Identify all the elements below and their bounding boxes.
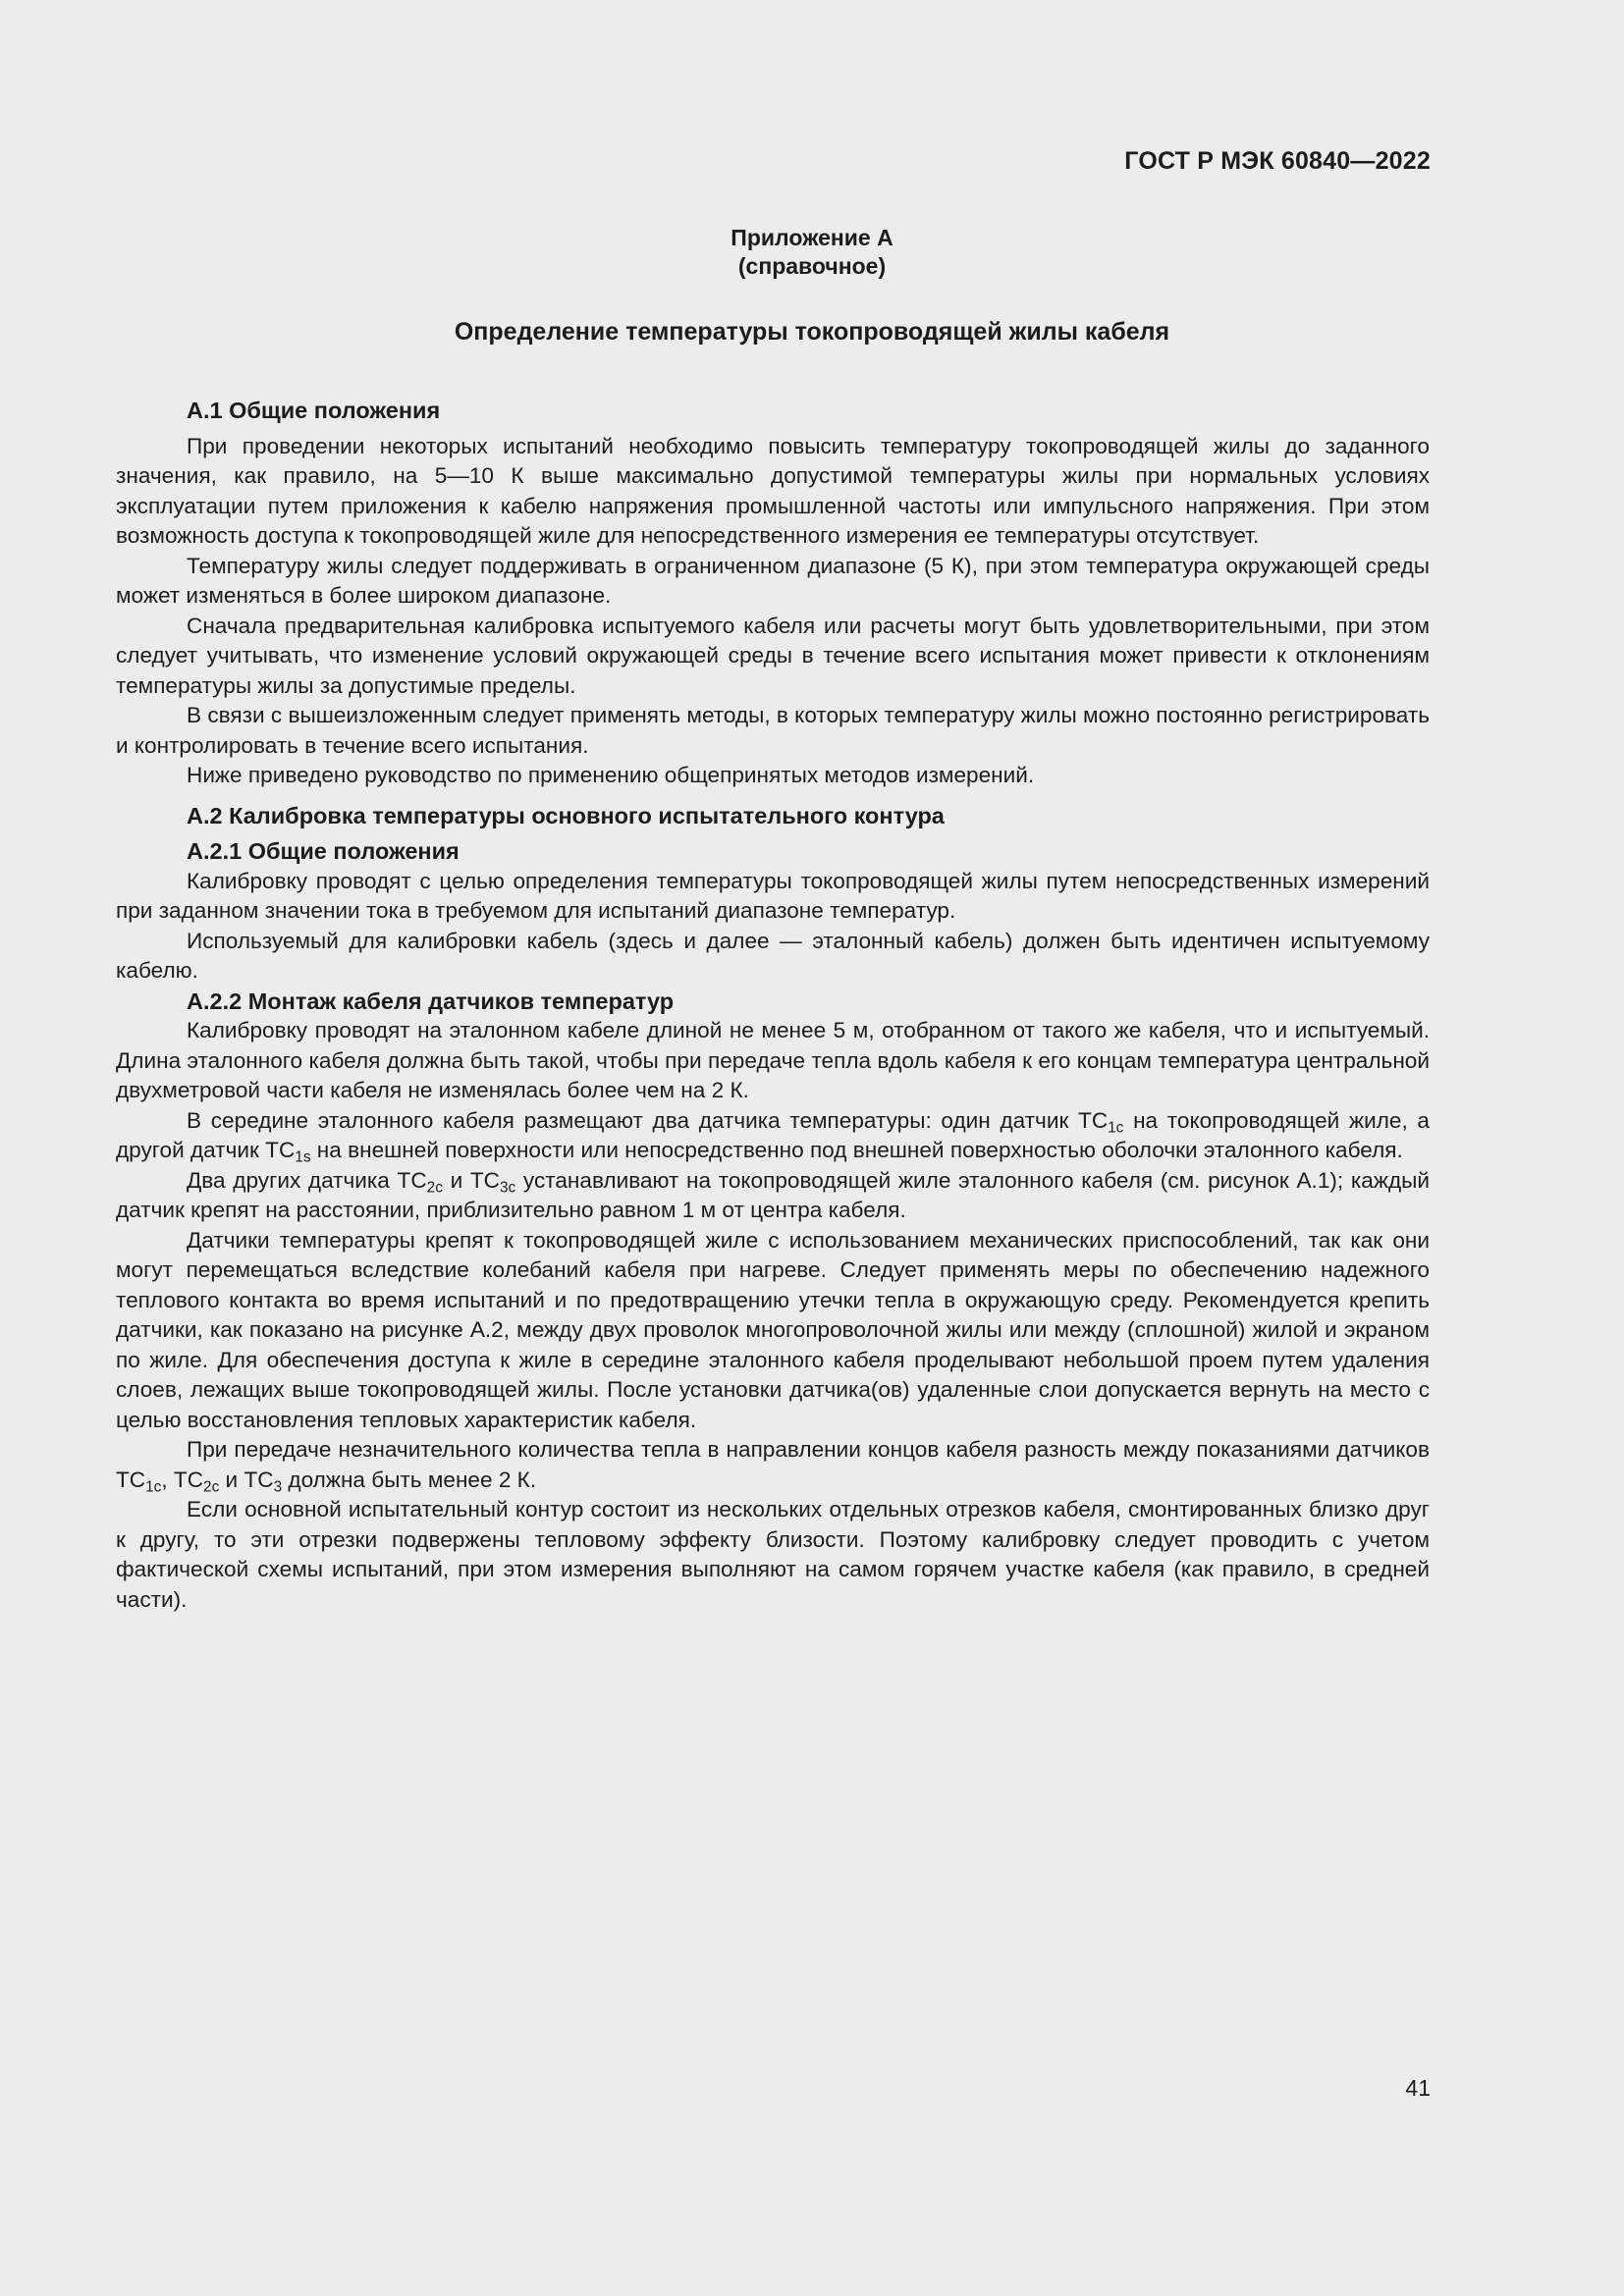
paragraph bbox=[116, 1166, 1430, 1226]
text-run: , TC bbox=[161, 1467, 204, 1492]
section-heading-a21: А.2.1 Общие положения bbox=[187, 838, 460, 864]
paragraph bbox=[116, 1435, 1430, 1495]
subscript: 1s bbox=[295, 1148, 311, 1166]
paragraph: При проведении некоторых испытаний необходимо повысить температуру токопроводящей жилы до заданного значения, как правило, на 5—10 К выше максимально допустимой температуры жилы при нормальных условиях эксплуатации путем приложения к кабелю напряжения промышленной частоты или импульсного напряжения. При этом возможность доступа к токопроводящей жиле для непосредственного измерения ее температуры отсутствует. bbox=[116, 433, 1430, 548]
subscript: 1с bbox=[1108, 1119, 1124, 1137]
paragraph: Калибровку проводят с целью определения температуры токопроводящей жилы путем непосредственных измерений при заданном значении тока в требуемом для испытаний диапазоне температур. bbox=[116, 868, 1430, 923]
section-heading-a2: А.2 Калибровка температуры основного испытательного контура bbox=[187, 802, 945, 828]
annex-type: (справочное) bbox=[737, 253, 887, 279]
subscript: 2с bbox=[426, 1179, 443, 1197]
subscript: 2с bbox=[203, 1478, 220, 1496]
text-run: При передаче незначительного количества тепла в направлении концов кабеля разность между показаниями датчиков TC bbox=[116, 1437, 1430, 1492]
text-run: на токопроводящей жиле, а другой датчик TC bbox=[116, 1107, 1430, 1162]
annex-heading bbox=[0, 224, 1624, 281]
paragraph: Сначала предварительная калибровка испытуемого кабеля или расчеты могут быть удовлетворительными, при этом следует учитывать, что изменение условий окружающей среды в течение всего испытания может привести к отклонениям температуры жилы за допустимые пределы. bbox=[116, 613, 1430, 698]
paragraph: В связи с вышеизложенным следует применять методы, в которых температуру жилы можно постоянно регистрировать и контролировать в течение всего испытания. bbox=[116, 703, 1430, 758]
text-run: должна быть менее 2 К. bbox=[282, 1467, 537, 1492]
annex-label: Приложение А bbox=[731, 225, 893, 250]
paragraph: Датчики температуры крепят к токопроводящей жиле с использованием механических приспособлений, так как они могут перемещаться вследствие колебаний кабеля при нагреве. Следует применять меры по обеспечению надежного теплового контакта во время испытаний и по предотвращению утечки тепла в окружающую среду. Рекомендуется крепить датчики, как показано на рисунке А.2, между двух проволок многопроволочной жилы или между (сплошной) жилой и экраном по жиле. Для обеспечения доступа к жиле в середине эталонного кабеля проделывают небольшой проем путем удаления слоев, лежащих выше токопроводящей жилы. После установки датчика(ов) удаленные слои допускается вернуть на место с целью восстановления тепловых характеристик кабеля. bbox=[116, 1227, 1430, 1432]
text-run: устанавливают на токопроводящей жиле эталонного кабеля (см. рисунок А.1); каждый датчик крепят на расстоянии, приблизительно равном 1 м от центра кабеля. bbox=[116, 1167, 1430, 1222]
subscript: 1с bbox=[145, 1478, 162, 1496]
text-run: В середине эталонного кабеля размещают два датчика температуры: один датчик TC bbox=[187, 1107, 1109, 1133]
text-run: Два других датчика TC bbox=[187, 1167, 427, 1193]
paragraph: Температуру жилы следует поддерживать в ограниченном диапазоне (5 К), при этом температура окружающей среды может изменяться в более широком диапазоне. bbox=[116, 553, 1430, 608]
paragraph: Ниже приведено руководство по применению общепринятых методов измерений. bbox=[187, 763, 1035, 787]
paragraph: Используемый для калибровки кабель (здесь и далее — эталонный кабель) должен быть идентичен испытуемому кабелю. bbox=[116, 928, 1430, 983]
section-heading-a22: А.2.2 Монтаж кабеля датчиков температур bbox=[187, 988, 675, 1014]
section-heading-a1: А.1 Общие положения bbox=[187, 398, 441, 423]
page-number: 41 bbox=[1405, 2075, 1431, 2101]
subscript: 3с bbox=[499, 1179, 516, 1197]
text-run: и TC bbox=[442, 1167, 500, 1193]
text-run: на внешней поверхности или непосредственно под внешней поверхностью оболочки эталонного кабеля. bbox=[310, 1138, 1403, 1162]
text-run: и TC bbox=[219, 1467, 274, 1492]
standard-code: ГОСТ Р МЭК 60840—2022 bbox=[1124, 147, 1431, 175]
paragraph bbox=[116, 1106, 1430, 1166]
annex-title: Определение температуры токопроводящей жилы кабеля bbox=[454, 318, 1170, 346]
subscript: 3 bbox=[273, 1478, 283, 1496]
document-body bbox=[116, 396, 1430, 1615]
paragraph: Калибровку проводят на эталонном кабеле длиной не менее 5 м, отобранном от такого же кабеля, что и испытуемый. Длина эталонного кабеля должна быть такой, чтобы при передаче тепла вдоль кабеля к его концам температура центральной двухметровой части кабеля не изменялась более чем на 2 К. bbox=[116, 1018, 1430, 1102]
paragraph: Если основной испытательный контур состоит из нескольких отдельных отрезков кабеля, смонтированных близко друг к другу, то эти отрезки подвержены тепловому эффекту близости. Поэтому калибровку следует проводить с учетом фактической схемы испытаний, при этом измерения выполняют на самом горячем участке кабеля (как правило, в средней части). bbox=[116, 1497, 1430, 1612]
